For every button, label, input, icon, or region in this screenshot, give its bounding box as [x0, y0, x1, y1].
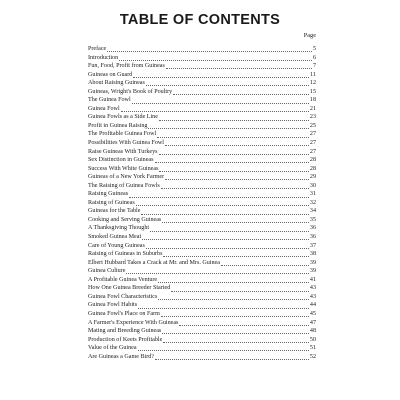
toc-entry	[88, 88, 316, 97]
dot-leader	[146, 247, 309, 249]
toc-entry-title: Care of Young Guineas	[88, 242, 145, 249]
toc-entry	[88, 276, 316, 285]
toc-entry-title: Raising of Guineas in Suburbs	[88, 251, 163, 258]
toc-entry-page: 12	[309, 80, 316, 87]
toc-entry-page: 43	[309, 293, 316, 300]
toc-entry	[88, 96, 316, 105]
toc-entry	[88, 79, 316, 88]
dot-leader	[179, 324, 308, 326]
toc-entry-page: 7	[312, 63, 316, 70]
toc-entry-page: 30	[309, 182, 316, 189]
toc-entry	[88, 62, 316, 71]
toc-entry	[88, 284, 316, 293]
toc-entry-title: A Profitable Guinea Venture	[88, 276, 158, 283]
toc-entry-page: 37	[309, 242, 316, 249]
toc-entry-page: 35	[309, 216, 316, 223]
toc-entry-page: 27	[309, 148, 316, 155]
toc-entry-title: Guinea Culture	[88, 268, 126, 275]
toc-entry-title: How One Guinea Breeder Started	[88, 285, 171, 292]
toc-entry-title: Smoked Guinea Meat	[88, 234, 142, 241]
toc-entry-page: 11	[310, 71, 316, 78]
dot-leader	[158, 298, 309, 300]
toc-entry-page: 52	[309, 353, 316, 360]
toc-entry-title: Fun, Food, Profit from Guineas	[88, 63, 165, 70]
toc-entry	[88, 156, 316, 165]
toc-entry-page: 36	[309, 225, 316, 232]
toc-entry-page: 34	[309, 208, 316, 215]
toc-entry-title: Guinea Fowls as a Side Line	[88, 114, 158, 121]
dot-leader	[155, 161, 309, 163]
dot-leader	[138, 349, 309, 351]
toc-entry	[88, 216, 316, 225]
toc-entry	[88, 71, 316, 80]
dot-leader	[165, 178, 309, 180]
toc-entry-title: Profit in Guinea Raising	[88, 122, 148, 129]
dot-leader	[163, 255, 308, 257]
page-column-header: Page	[303, 32, 316, 39]
toc-entry	[88, 190, 316, 199]
toc-entry-page: 47	[309, 319, 316, 326]
toc-entry	[88, 130, 316, 139]
toc-entry-title: The Guinea Fowl	[88, 97, 131, 104]
dot-leader	[163, 341, 309, 343]
dot-leader	[162, 332, 309, 334]
dot-leader	[155, 358, 309, 360]
toc-entry-title: Elbert Hubbard Takes a Crack at Mr. and Mrs. Guinea	[88, 259, 220, 266]
toc-entry-title: Possibilities With Guinea Fowl	[88, 140, 164, 147]
dot-leader	[136, 204, 309, 206]
toc-entry-title: Guineas, Wright's Book of Poultry	[88, 88, 173, 95]
toc-entry-page: 36	[309, 234, 316, 241]
dot-leader	[159, 119, 309, 121]
toc-entry-page: 39	[309, 259, 316, 266]
toc-entry-title: Introduction	[88, 54, 119, 61]
dot-leader	[221, 264, 309, 266]
dot-leader	[161, 187, 309, 189]
toc-entry	[88, 327, 316, 336]
toc-entry	[88, 250, 316, 259]
toc-entry-page: 29	[309, 174, 316, 181]
toc-entry-title: The Raising of Guinea Fowls	[88, 182, 160, 189]
dot-leader	[162, 221, 309, 223]
toc-entry	[88, 207, 316, 216]
toc-entry	[88, 224, 316, 233]
toc-entry	[88, 319, 316, 328]
toc-entry-title: Cooking and Serving Guineas	[88, 216, 162, 223]
dot-leader	[146, 84, 309, 86]
dot-leader	[159, 153, 309, 155]
toc-entry-title: Are Guineas a Game Bird?	[88, 353, 154, 360]
toc-entry-title: About Raising Guineas	[88, 80, 145, 87]
dot-leader	[138, 307, 309, 309]
dot-leader	[119, 59, 312, 61]
toc-entry	[88, 293, 316, 302]
dot-leader	[173, 93, 309, 95]
toc-entry-title: Guinea Fowl's Place on Farm	[88, 310, 160, 317]
toc-entry-title: Mating and Breeding Guineas	[88, 328, 162, 335]
toc-entry	[88, 336, 316, 345]
toc-entry	[88, 233, 316, 242]
toc-entry	[88, 353, 316, 362]
toc-entry-page: 6	[312, 54, 316, 61]
dot-leader	[133, 76, 309, 78]
toc-entry	[88, 199, 316, 208]
dot-leader	[132, 102, 309, 104]
toc-entry	[88, 344, 316, 353]
toc-entry-title: Sex Distinction in Guineas	[88, 157, 154, 164]
toc-entry	[88, 148, 316, 157]
toc-entry-page: 39	[309, 268, 316, 275]
toc-entry-page: 45	[309, 310, 316, 317]
toc-entry-title: Guinea Fowl	[88, 105, 120, 112]
dot-leader	[129, 196, 309, 198]
toc-entry-title: Guinea Fowl Habits	[88, 302, 138, 309]
toc-entry	[88, 139, 316, 148]
dot-leader	[141, 213, 308, 215]
toc-entry	[88, 45, 316, 54]
toc-entry-title: Raise Guineas With Turkeys	[88, 148, 158, 155]
toc-entry-page: 15	[309, 88, 316, 95]
toc-entry-page: 50	[309, 336, 316, 343]
toc-entry-page: 51	[309, 345, 316, 352]
toc-entry-title: A Farmer's Experience With Guineas	[88, 319, 179, 326]
dot-leader	[121, 110, 309, 112]
toc-entry	[88, 173, 316, 182]
toc-list	[88, 45, 316, 361]
dot-leader	[142, 238, 309, 240]
toc-entry	[88, 242, 316, 251]
toc-entry	[88, 301, 316, 310]
toc-entry	[88, 54, 316, 63]
toc-entry-page: 28	[309, 165, 316, 172]
toc-entry-page: 23	[309, 114, 316, 121]
toc-entry-page: 27	[309, 131, 316, 138]
toc-entry-title: Guinea Fowl Characteristics	[88, 293, 158, 300]
toc-entry-page: 32	[309, 199, 316, 206]
toc-entry-title: Value of the Guinea	[88, 345, 137, 352]
dot-leader	[159, 170, 308, 172]
toc-entry-title: Guineas for the Table	[88, 208, 141, 215]
toc-entry-page: 18	[309, 97, 316, 104]
toc-entry	[88, 267, 316, 276]
dot-leader	[148, 127, 308, 129]
dot-leader	[150, 230, 309, 232]
toc-entry-title: Guineas of a New York Farmer	[88, 174, 165, 181]
toc-entry-title: Raising Guineas	[88, 191, 129, 198]
toc-entry-title: Raising of Guineas	[88, 199, 135, 206]
toc-entry-page: 44	[309, 302, 316, 309]
dot-leader	[165, 144, 309, 146]
toc-entry-page: 38	[309, 251, 316, 258]
toc-entry	[88, 182, 316, 191]
dot-leader	[161, 315, 309, 317]
toc-entry	[88, 165, 316, 174]
toc-entry	[88, 105, 316, 114]
dot-leader	[107, 50, 312, 52]
toc-entry-title: Guineas on Guard	[88, 71, 133, 78]
toc-entry-page: 27	[309, 140, 316, 147]
toc-entry-title: Preface	[88, 46, 107, 52]
toc-entry-page: 21	[309, 105, 316, 112]
dot-leader	[126, 272, 309, 274]
toc-entry-page: 28	[309, 157, 316, 164]
dot-leader	[166, 67, 312, 69]
toc-entry-page: 43	[309, 285, 316, 292]
toc-entry-page: 41	[309, 276, 316, 283]
toc-entry	[88, 259, 316, 268]
toc-entry-page: 31	[309, 191, 316, 198]
toc-entry-title: The Profitable Guinea Fowl	[88, 131, 157, 138]
toc-entry-title: Success With White Guineas	[88, 165, 159, 172]
toc-entry-page: 25	[309, 122, 316, 129]
toc-entry-page: 5	[312, 46, 316, 52]
dot-leader	[171, 290, 309, 292]
dot-leader	[158, 281, 309, 283]
toc-entry-title: Production of Keets Profitable	[88, 336, 163, 343]
toc-entry	[88, 122, 316, 131]
dot-leader	[157, 136, 309, 138]
toc-entry-title: A Thanksgiving Thought	[88, 225, 150, 232]
page-title: TABLE OF CONTENTS	[119, 12, 281, 28]
toc-entry-page: 48	[309, 328, 316, 335]
toc-entry	[88, 310, 316, 319]
toc-entry	[88, 113, 316, 122]
